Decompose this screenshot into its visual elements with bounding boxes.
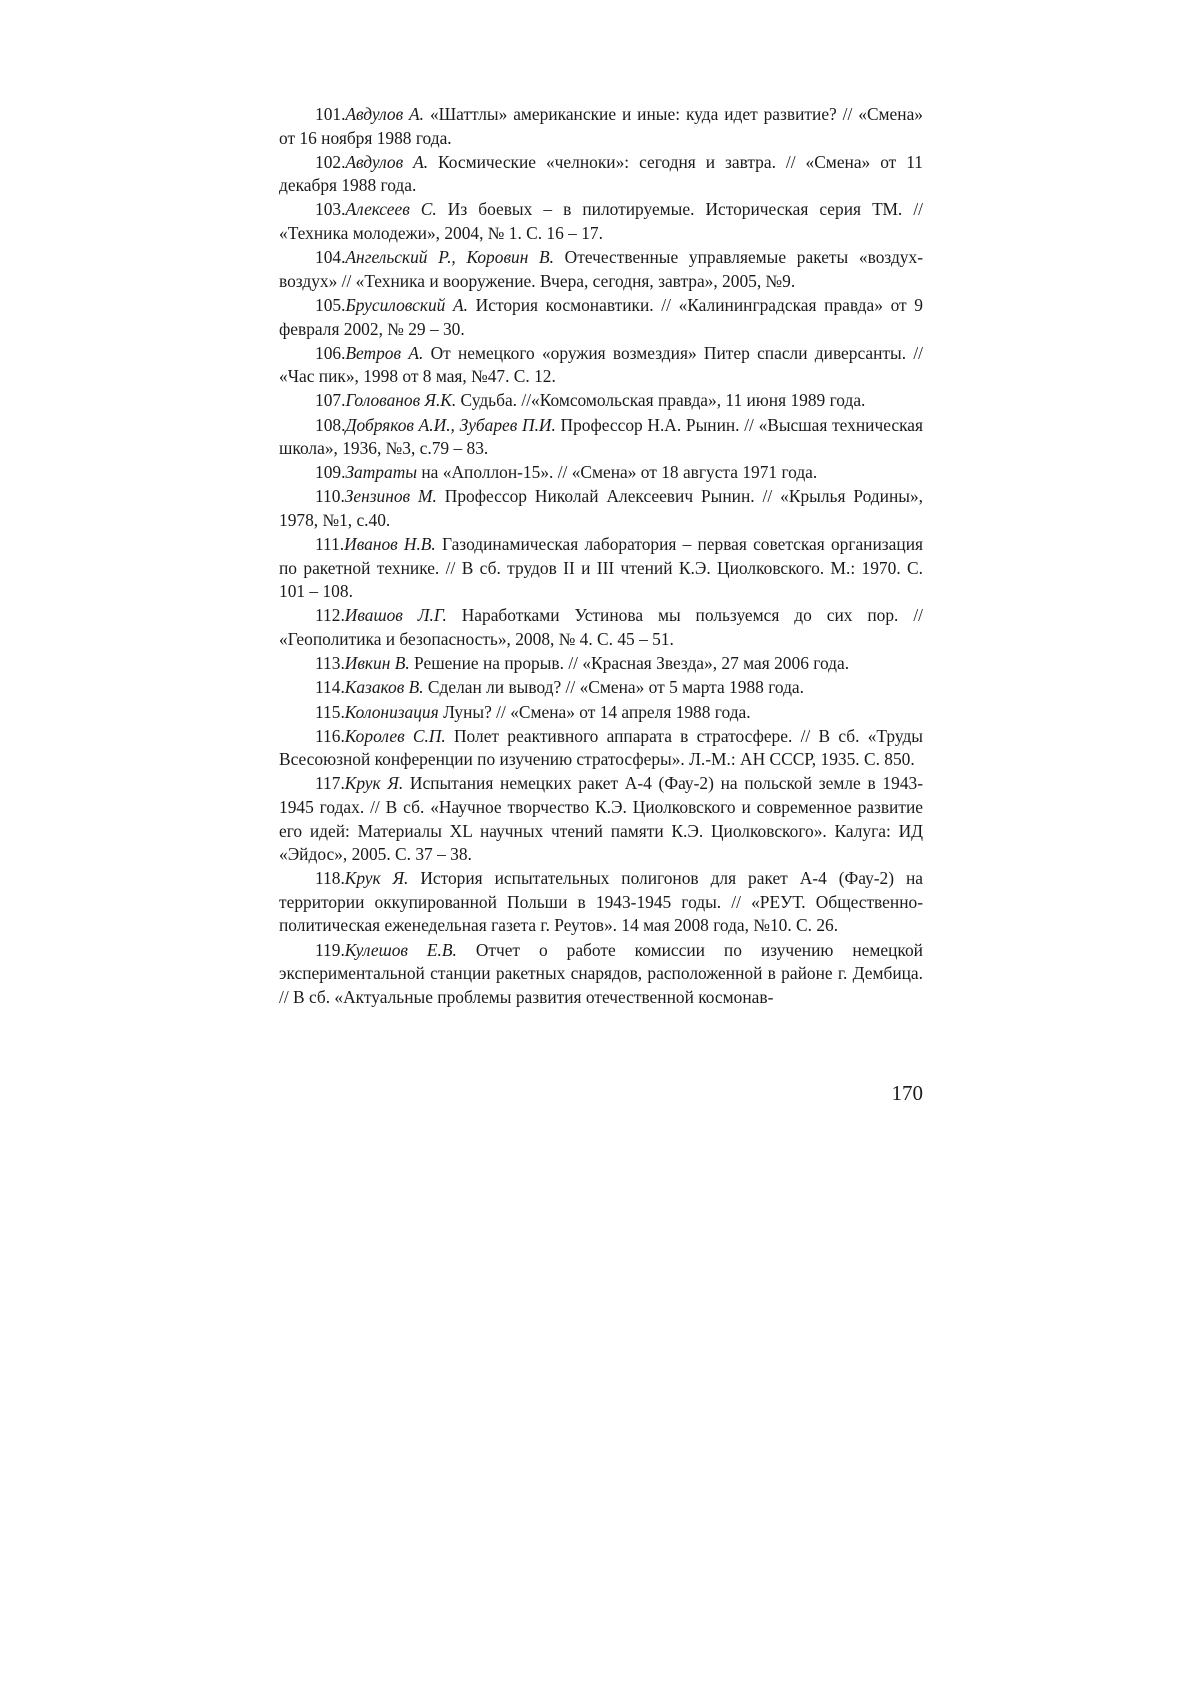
reference-entry: [279, 676, 923, 700]
reference-entry: [279, 725, 923, 772]
reference-entry: [279, 604, 923, 651]
reference-author: Алексеев С.: [345, 199, 437, 220]
reference-text: Профессор Николай Алексеевич Рынин. // «Крылья Родины», 1978, №1, с.40.: [279, 486, 923, 531]
reference-number: 118.: [315, 868, 345, 889]
reference-entry: [279, 294, 923, 341]
reference-text: История испытательных полигонов для ракет А-4 (Фау-2) на территории оккупированной Польши в 1943-1945 годы. // «РЕУТ. Общественно-политическая еженедельная газета г. Реутов». 14 мая 2008 года, №10. С. 26.: [279, 868, 924, 936]
reference-number: 104.: [315, 247, 346, 268]
reference-number: 112.: [315, 605, 345, 626]
reference-entry: [279, 414, 923, 461]
reference-author: Крук Я.: [344, 773, 404, 794]
reference-author: Крук Я.: [344, 868, 409, 889]
reference-entry: [279, 198, 923, 245]
reference-number: 109.: [315, 462, 346, 483]
reference-author: Голованов Я.К.: [345, 390, 457, 411]
reference-entry: [279, 246, 923, 293]
reference-text: Профессор Н.А. Рынин. // «Высшая техническая школа», 1936, №3, с.79 – 83.: [279, 414, 923, 459]
reference-number: 115.: [315, 701, 345, 722]
reference-text: Луны? // «Смена» от 14 апреля 1988 года.: [438, 701, 751, 722]
reference-entry: [279, 701, 923, 725]
reference-author: Брусиловский А.: [345, 294, 468, 315]
reference-entry: [279, 389, 923, 413]
reference-entry: [279, 533, 923, 604]
reference-author: Ивашов Л.Г.: [344, 605, 447, 626]
reference-text: Судьба. //«Комсомольская правда», 11 июня 1989 года.: [456, 390, 866, 411]
reference-number: 101.: [315, 104, 346, 124]
reference-entry: [279, 485, 923, 532]
reference-list: [279, 103, 923, 1010]
reference-author: Затраты: [345, 462, 418, 483]
reference-number: 106.: [315, 342, 346, 363]
reference-number: 105.: [315, 294, 346, 315]
reference-text: Отчет о работе комиссии по изучению немецкой экспериментальной станции ракетных снарядов, расположенной в районе г. Дембица. // В сб. «Актуальные проблемы развития отечественной космонав-: [279, 939, 923, 1007]
reference-author: Ивкин В.: [344, 653, 410, 674]
reference-author: Иванов Н.В.: [344, 534, 436, 555]
reference-number: 119.: [315, 939, 345, 960]
reference-number: 102.: [315, 151, 346, 172]
reference-text: Решение на прорыв. // «Красная Звезда», 27 мая 2006 года.: [409, 653, 850, 674]
reference-entry: [279, 103, 923, 150]
reference-text: От немецкого «оружия возмездия» Питер спасли диверсанты. // «Час пик», 1998 от 8 мая, №47. С. 12.: [279, 342, 923, 387]
reference-entry: [279, 151, 923, 198]
reference-number: 111.: [315, 534, 345, 555]
reference-entry: [279, 939, 923, 1010]
reference-text: Сделан ли вывод? // «Смена» от 5 марта 1988 года.: [423, 677, 804, 698]
reference-author: Кулешов Е.В.: [344, 939, 457, 960]
reference-number: 113.: [315, 653, 345, 674]
reference-author: Авдулов А.: [345, 104, 425, 124]
reference-text: История космонавтики. // «Калининградская правда» от 9 февраля 2002, № 29 – 30.: [279, 294, 923, 339]
reference-text: «Шаттлы» американские и иные: куда идет развитие? // «Смена» от 16 ноября 1988 года.: [279, 104, 923, 148]
reference-entry: [279, 867, 923, 938]
reference-text: Из боевых – в пилотируемые. Историческая серия ТМ. // «Техника молодежи», 2004, № 1. С. 16 – 17.: [279, 199, 923, 244]
reference-entry: [279, 461, 923, 485]
reference-author: Ангельский Р., Коровин В.: [345, 247, 554, 268]
reference-author: Казаков В.: [344, 677, 424, 698]
reference-number: 114.: [315, 677, 345, 698]
reference-author: Колонизация: [344, 701, 439, 722]
reference-text: Испытания немецких ракет А-4 (Фау-2) на польской земле в 1943-1945 годах. // В сб. «Научное творчество К.Э. Циолковского и современное развитие его идей: Материалы XL научных чтений памяти К.Э. Циолковского». Калуга: ИД «Эйдос», 2005. С. 37 – 38.: [279, 773, 924, 865]
reference-author: Ветров А.: [345, 342, 424, 363]
reference-author: Добряков А.И., Зубарев П.И.: [345, 414, 556, 435]
reference-number: 110.: [315, 486, 345, 507]
reference-number: 108.: [315, 414, 346, 435]
reference-entry: [279, 342, 923, 389]
reference-author: Зензинов М.: [344, 486, 437, 507]
reference-number: 107.: [315, 390, 346, 411]
reference-number: 117.: [315, 773, 345, 794]
reference-text: Отечественные управляемые ракеты «воздух-воздух» // «Техника и вооружение. Вчера, сегодня, завтра», 2005, №9.: [279, 247, 923, 291]
reference-text: Наработками Устинова мы пользуемся до сих пор. // «Геополитика и безопасность», 2008, № 4. С. 45 – 51.: [279, 605, 923, 650]
reference-author: Королев С.П.: [344, 725, 446, 746]
reference-text: Космические «челноки»: сегодня и завтра. // «Смена» от 11 декабря 1988 года.: [279, 151, 923, 196]
reference-entry: [279, 772, 923, 866]
reference-author: Авдулов А.: [345, 151, 429, 172]
page-number: 170: [891, 1081, 923, 1105]
reference-text: Полет реактивного аппарата в стратосфере. // В сб. «Труды Всесоюзной конференции по изучению стратосферы». Л.-М.: АН СССР, 1935. С. 850.: [279, 725, 923, 770]
reference-number: 116.: [315, 725, 345, 746]
reference-number: 103.: [315, 199, 346, 220]
reference-text: Газодинамическая лаборатория – первая советская организация по ракетной технике. // В сб. трудов II и III чтений К.Э. Циолковского. М.: 1970. С. 101 – 108.: [279, 534, 923, 602]
reference-text: на «Аполлон-15». // «Смена» от 18 августа 1971 года.: [417, 462, 818, 483]
reference-entry: [279, 652, 923, 676]
